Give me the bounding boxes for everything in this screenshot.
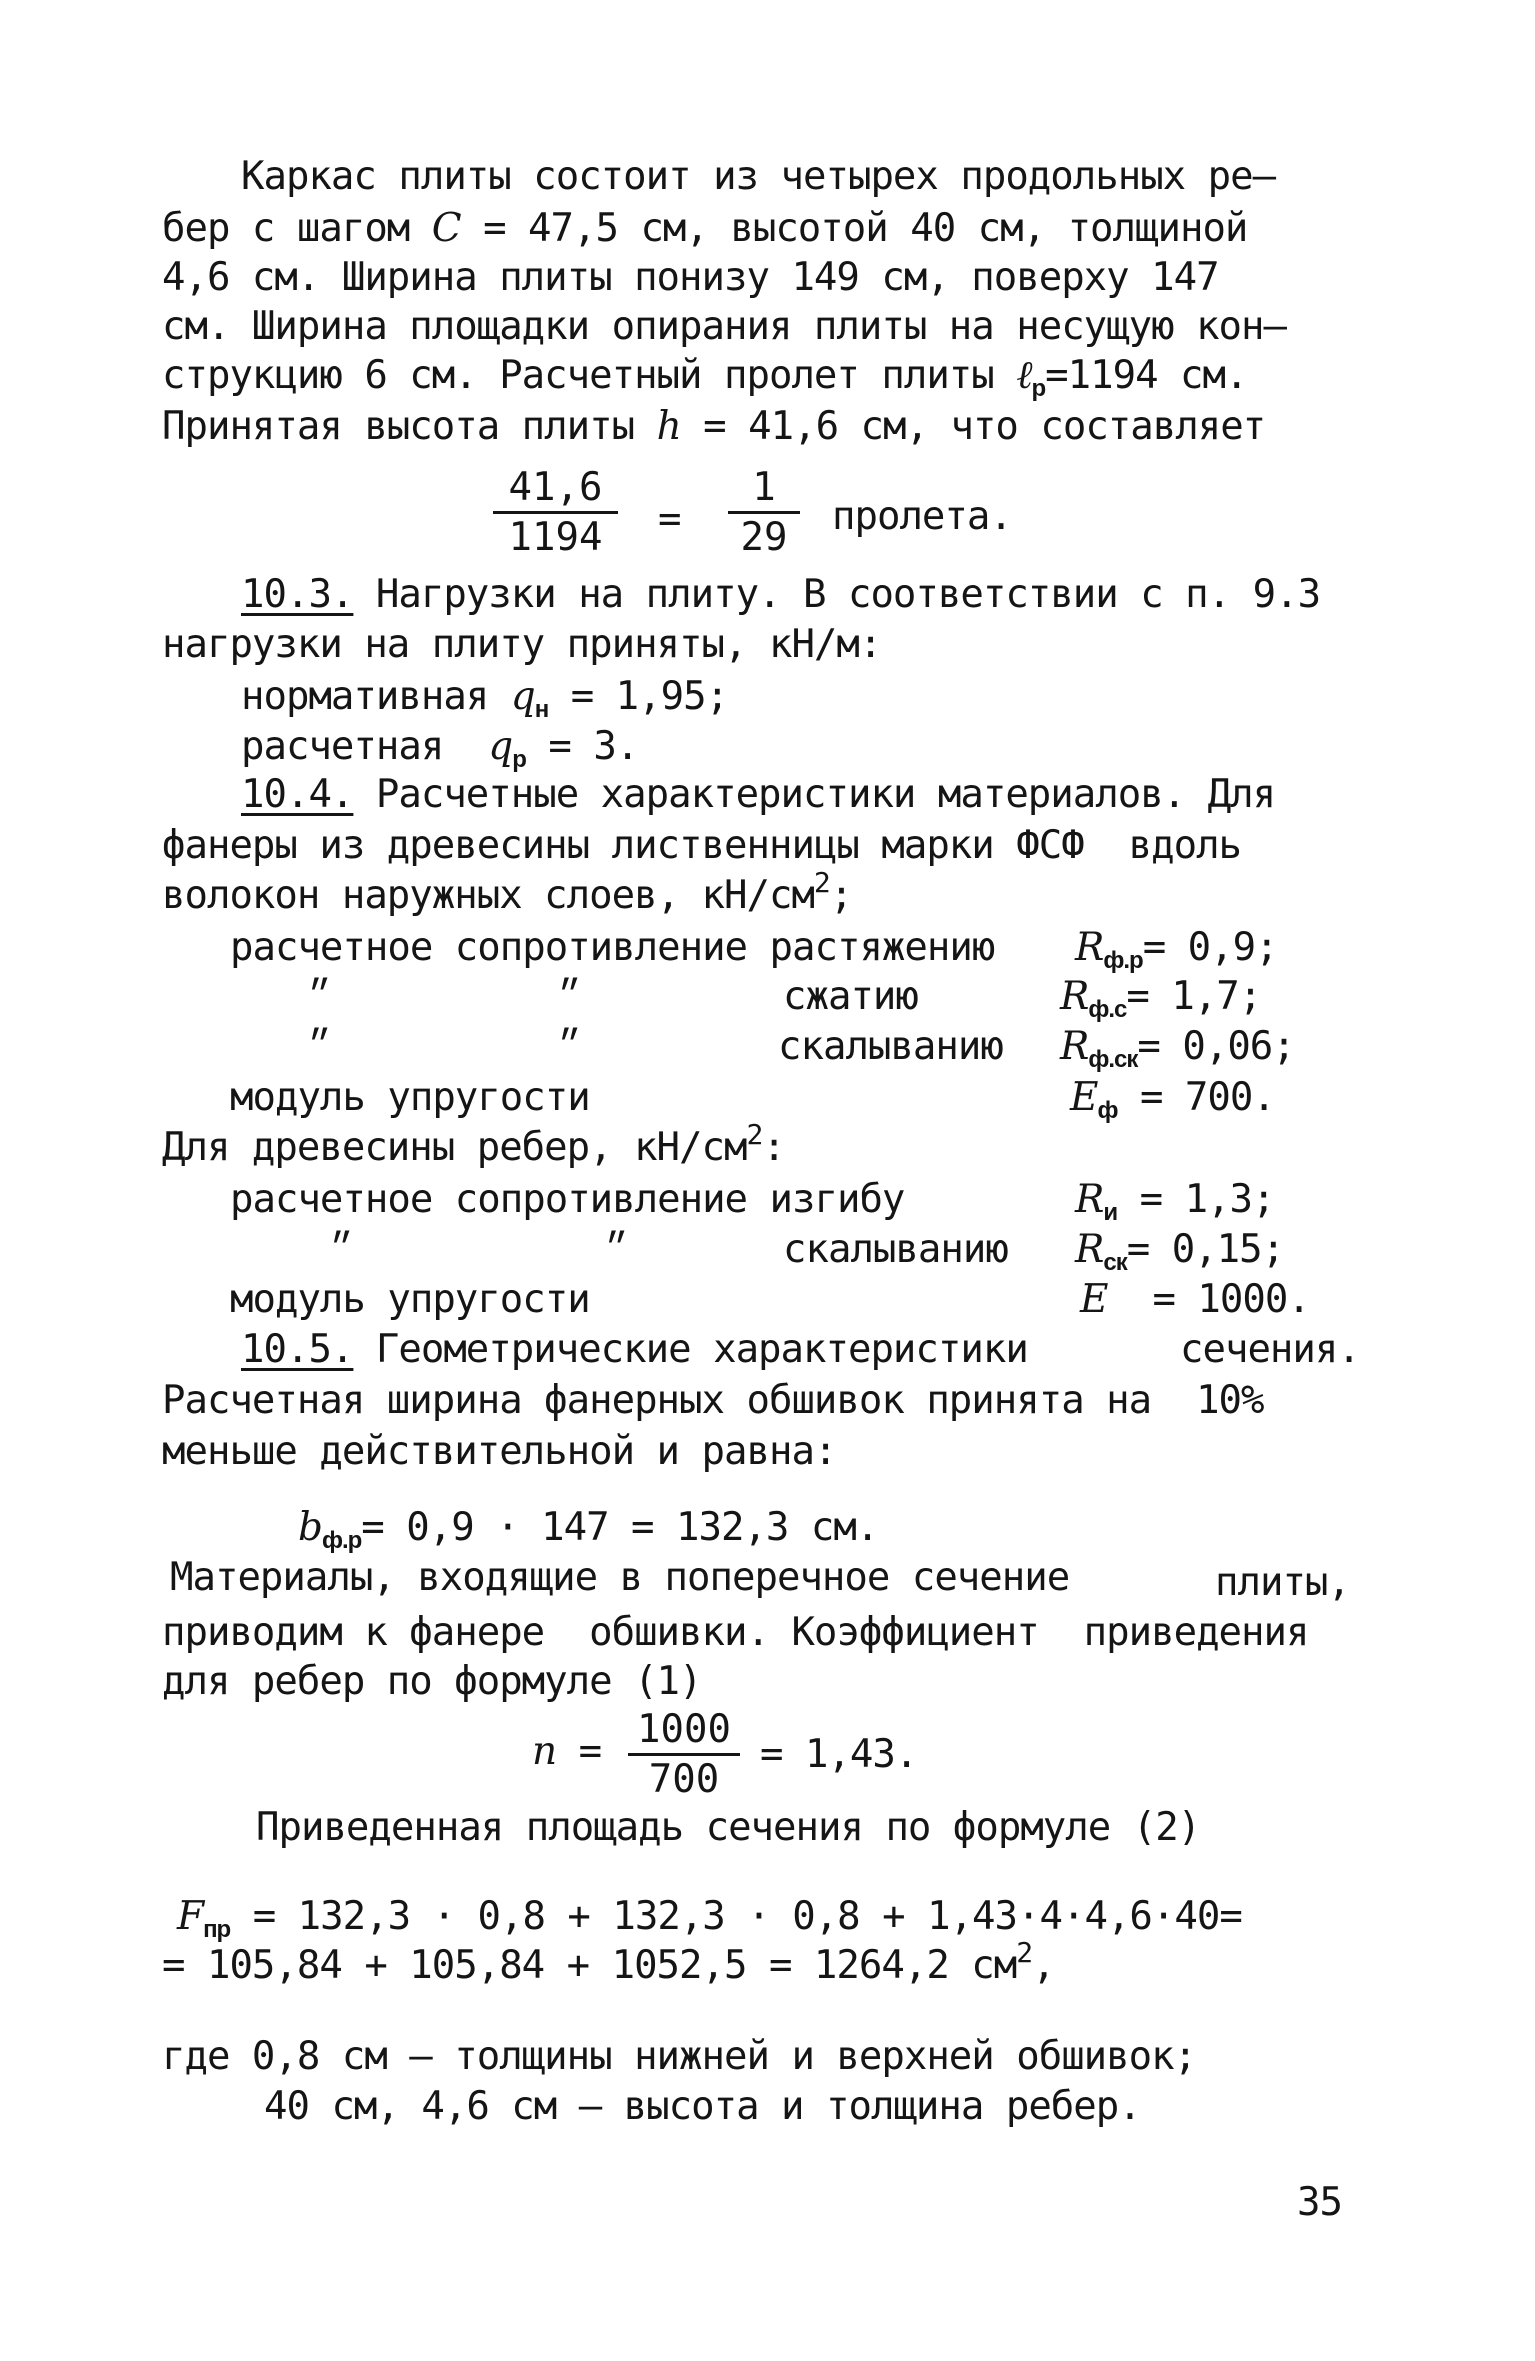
section-10-4-heading: 10.4. Расчетные характеристики материалов. Для: [241, 772, 1276, 817]
formula-area-line2: = 105,84 + 105,84 + 1052,5 = 1264,2 $см^2$,: [162, 1936, 1055, 1988]
wood-shear-label: скалыванию: [783, 1227, 1008, 1272]
section-10-3-heading: 10.3. Нагрузки на плиту. В соответствии с п. 9.3: [241, 572, 1321, 617]
text-line: 40 см, 4,6 см – высота и толщина ребер.: [264, 2084, 1141, 2129]
text-line: Для древесины ребер, $кН/см^2$:: [162, 1118, 785, 1170]
formula-area-line1: $F_{пр} = 132,3 \cdot 0,8 + 132,3 \cdot 0,8 + 1,43\cdot 4\cdot 4,6\cdot 40=$: [177, 1894, 1242, 1943]
ditto-mark: ״: [558, 1024, 581, 1069]
load-design: расчетная $q_р = 3$.: [241, 724, 639, 773]
ditto-mark: ״: [308, 1024, 331, 1069]
text-line: бер с шагом С = 47,5 см, высотой 40 см, толщиной: [162, 206, 1248, 251]
wood-bending-value: $R_и = 1,3$;: [1075, 1177, 1275, 1226]
formula-n-result: = 1,43.: [760, 1732, 918, 1777]
text-line: Расчетная ширина фанерных обшивок принята на 10%: [162, 1378, 1264, 1423]
text-line: сечения.: [1180, 1327, 1360, 1372]
fraction-1000-700: 1000 700: [628, 1710, 740, 1799]
plywood-compression-value: $R_{ф.с}= 1,7$;: [1060, 974, 1262, 1023]
plywood-shear-label: скалыванию: [778, 1024, 1003, 1069]
wood-modulus-value: E = 1000.: [1080, 1277, 1310, 1322]
text-line: см. Ширина площадки опирания плиты на несущую кон–: [162, 304, 1286, 349]
plywood-compression-label: сжатию: [783, 974, 918, 1019]
ditto-mark: ״: [308, 974, 331, 1019]
text-line: меньше действительной и равна:: [162, 1429, 837, 1474]
equals-sign: =: [658, 497, 681, 542]
formula-n-lhs: n =: [532, 1729, 602, 1774]
text-line: фанеры из древесины лиственницы марки ФСФ вдоль: [162, 823, 1242, 868]
text-line: нагрузки на плиту приняты, кН/м:: [162, 622, 882, 667]
text-line: плиты,: [1215, 1560, 1350, 1605]
text-line: где 0,8 см – толщины нижней и верхней обшивок;: [162, 2034, 1197, 2079]
text-line: струкцию 6 см. Расчетный пролет плиты ℓ$_р$=1194 см.: [162, 353, 1248, 402]
text-line: для ребер по формуле (1): [162, 1659, 702, 1704]
text-line: приводим к фанере обшивки. Коэффициент приведения: [162, 1610, 1309, 1655]
text-line: пролета.: [832, 494, 1012, 539]
plywood-tension-label: расчетное сопротивление растяжению: [230, 925, 995, 970]
page-number: 35: [1297, 2180, 1342, 2225]
load-normative: нормативная $q_н = 1,95$;: [241, 674, 729, 723]
ditto-mark: ״: [558, 974, 581, 1019]
plywood-modulus-label: модуль упругости: [230, 1075, 590, 1120]
text-line: Материалы, входящие в поперечное сечение: [170, 1555, 1070, 1600]
fraction-span-ratio: 41,6 1194: [493, 468, 618, 557]
wood-modulus-label: модуль упругости: [230, 1277, 590, 1322]
text-line: Принятая высота плиты h = 41,6 см, что составляет: [162, 404, 1266, 449]
text-line: Каркас плиты состоит из четырех продольных ре–: [241, 154, 1276, 199]
wood-shear-value: $R_{ск}= 0,15$;: [1075, 1227, 1285, 1276]
fraction-one-29: 1 29: [728, 468, 800, 557]
text-line: 4,6 см. Ширина плиты понизу 149 см, поверху 147: [162, 255, 1219, 300]
ditto-mark: ״: [605, 1227, 628, 1272]
plywood-shear-value: $R_{ф.ск}= 0,06$;: [1060, 1024, 1295, 1073]
section-10-5-heading: 10.5. Геометрические характеристики: [241, 1327, 1028, 1372]
plywood-modulus-value: $E_ф = 700$.: [1070, 1075, 1275, 1124]
text-line: волокон наружных слоев, $кН/см^2$;: [162, 866, 853, 918]
plywood-tension-value: $R_{ф.р}= 0,9$;: [1075, 925, 1278, 974]
ditto-mark: ״: [330, 1227, 353, 1272]
wood-bending-label: расчетное сопротивление изгибу: [230, 1177, 905, 1222]
text-line: Приведенная площадь сечения по формуле (2): [256, 1805, 1201, 1850]
formula-plywood-width: $b_{ф.р}= 0,9 \cdot 147 = 132,3$ см.: [298, 1505, 879, 1554]
